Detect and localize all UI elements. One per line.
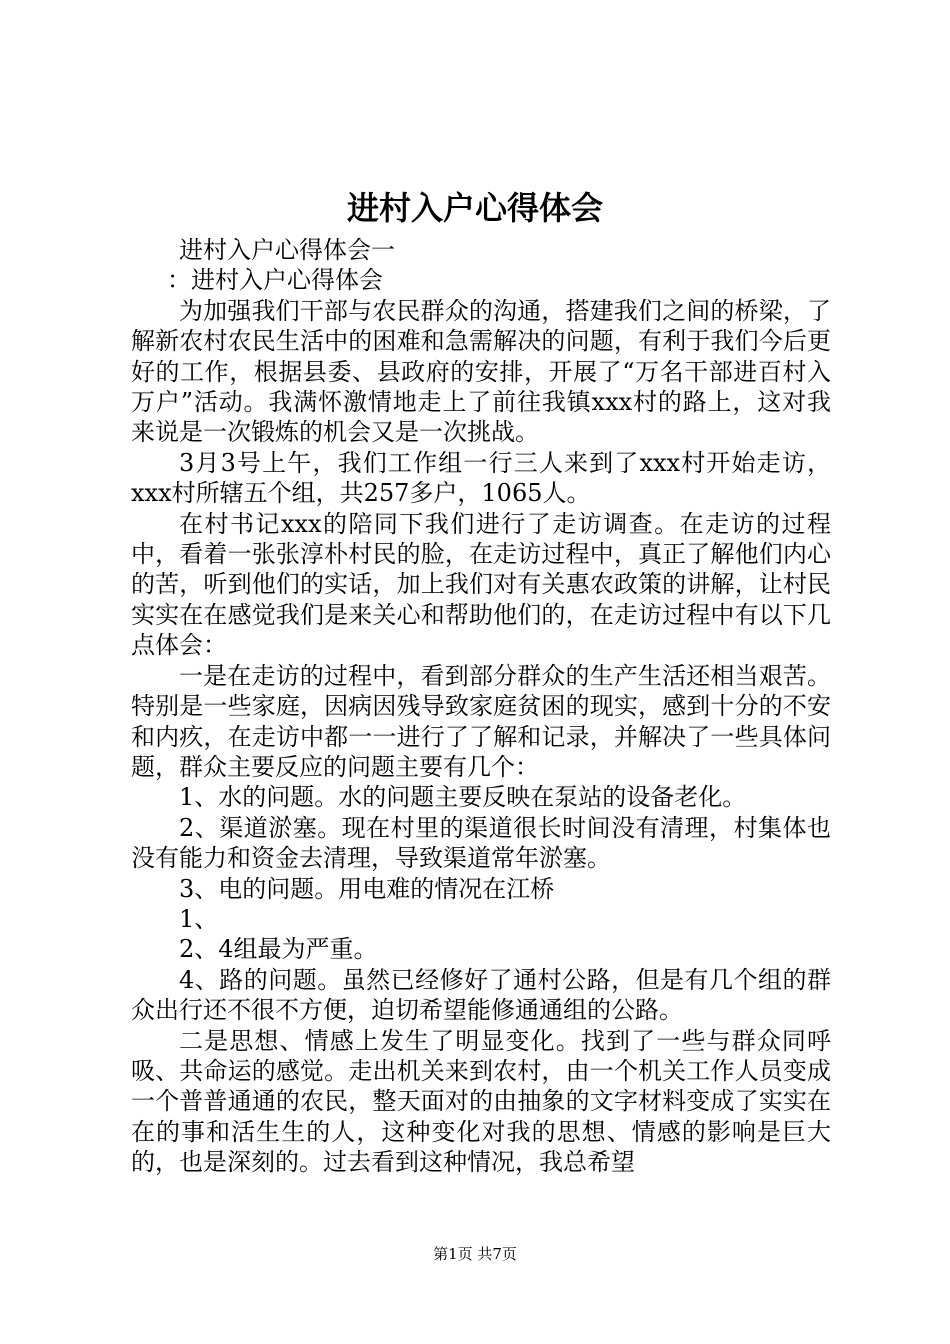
document-body <box>131 235 831 1178</box>
paragraph: 1、水的问题。水的问题主要反映在泵站的设备老化。 <box>179 783 747 812</box>
paragraph: 二是思想、情感上发生了明显变化。找到了一些与群众同呼吸、共命运的感觉。走出机关来到农村，由一个机关工作人员变成一个普普通通的农民，整天面对的由抽象的文字材料变成了实实在在的事和活生生的人，这种变化对我的思想、情感的影响是巨大的，也是深刻的。过去看到这种情况，我总希望 <box>131 1026 831 1177</box>
paragraph-subtitle: 进村入户心得体会一 <box>179 236 395 264</box>
paragraph: 3月3号上午，我们工作组一行三人来到了xxx村开始走访，xxx村所辖五个组，共257多户，1065人。 <box>131 448 831 508</box>
page-footer: 第1页 共7页 <box>433 1245 517 1263</box>
paragraph-heading: ：进村入户心得体会 <box>167 266 383 295</box>
paragraph: 2、4组最为严重。 <box>179 935 378 964</box>
paragraph: 1、 <box>179 904 219 933</box>
paragraph: 在村书记xxx的陪同下我们进行了走访调查。在走访的过程中，看着一张张淳朴村民的脸，在走访过程中，真正了解他们内心的苦，听到他们的实话，加上我们对有关惠农政策的讲解，让村民实实在在感觉我们是来关心和帮助他们的，在走访过程中有以下几点体会： <box>131 509 831 660</box>
paragraph: 3、电的问题。用电难的情况在江桥 <box>179 874 555 903</box>
paragraph: 为加强我们干部与农民群众的沟通，搭建我们之间的桥梁，了解新农村农民生活中的困难和急需解决的问题，有利于我们今后更好的工作，根据县委、县政府的安排，开展了“万名干部进百村入万户”活动。我满怀激情地走上了前往我镇xxx村的路上，这对我来说是一次锻炼的机会又是一次挑战。 <box>131 296 831 447</box>
paragraph: 4、路的问题。虽然已经修好了通村公路，但是有几个组的群众出行还不很不方便，迫切希望能修通通组的公路。 <box>131 965 831 1025</box>
paragraph: 一是在走访的过程中，看到部分群众的生产生活还相当艰苦。特别是一些家庭，因病因残导致家庭贫困的现实，感到十分的不安和内疚，在走访中都一一进行了了解和记录，并解决了一些具体问题，群众主要反应的问题主要有几个： <box>131 661 831 781</box>
document-title: 进村入户心得体会 <box>346 189 603 227</box>
paragraph: 2、渠道淤塞。现在村里的渠道很长时间没有清理，村集体也没有能力和资金去清理，导致渠道常年淤塞。 <box>131 813 831 873</box>
